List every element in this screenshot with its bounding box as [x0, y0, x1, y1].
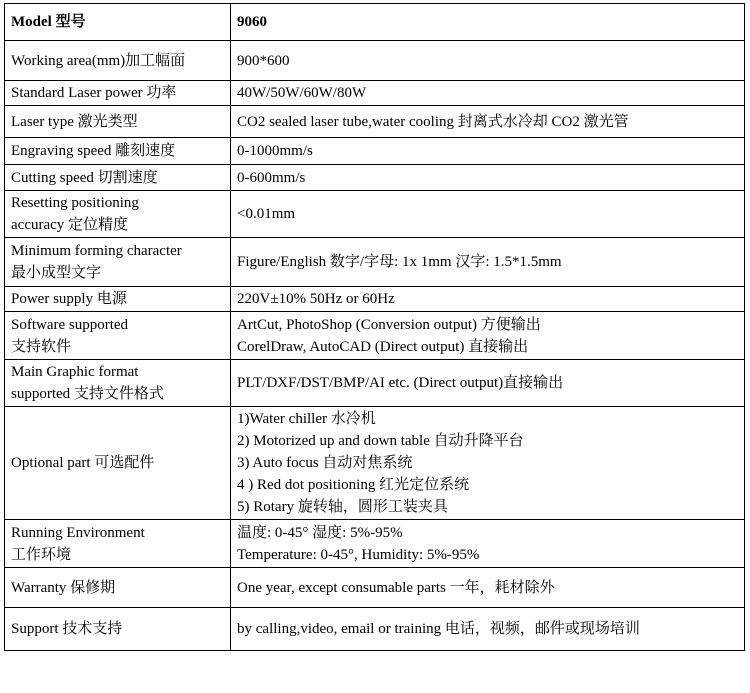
spec-value-cell — [231, 608, 745, 651]
spec-value: One year, except consumable parts 一年，耗材除外 — [237, 579, 555, 596]
spec-value: by calling,video, email or training 电话，视频，邮件或现场培训 — [237, 621, 640, 637]
spec-row — [5, 106, 745, 138]
spec-row — [5, 191, 745, 238]
spec-value: Figure/English 数字/字母: 1x 1mm 汉字: 1.5*1.5mm — [237, 254, 562, 270]
spec-value: ArtCut, PhotoShop (Conversion output) 方便输出 — [237, 316, 541, 333]
spec-value-cell — [231, 106, 745, 138]
spec-row — [5, 568, 745, 608]
spec-label-cell — [5, 165, 231, 191]
spec-value: 0-1000mm/s — [237, 143, 313, 159]
spec-row — [5, 407, 745, 520]
spec-row — [5, 520, 745, 568]
spec-label-cell — [5, 138, 231, 165]
spec-row — [5, 81, 745, 106]
spec-value: 900*600 — [237, 52, 290, 69]
spec-label: Resetting positioning — [11, 195, 139, 211]
spec-value: PLT/DXF/DST/BMP/AI etc. (Direct output)直接输出 — [237, 375, 564, 391]
spec-label-cell — [5, 81, 231, 106]
spec-label-cell — [5, 41, 231, 81]
spec-row — [5, 238, 745, 287]
spec-label: Support 技术支持 — [11, 621, 123, 637]
spec-value-cell — [231, 287, 745, 312]
spec-label: Model 型号 — [11, 14, 86, 30]
spec-row — [5, 360, 745, 407]
spec-label-cell — [5, 106, 231, 138]
spec-label-cell — [5, 238, 231, 287]
spec-label-cell — [5, 287, 231, 312]
spec-value: Temperature: 0-45°, Humidity: 5%-95% — [237, 546, 480, 563]
spec-label: Cutting speed 切割速度 — [11, 169, 158, 186]
spec-label-cell — [5, 407, 231, 520]
spec-value: 1)Water chiller 水冷机 — [237, 411, 376, 427]
spec-label: Power supply 电源 — [11, 291, 127, 307]
spec-label: Main Graphic format — [11, 364, 139, 380]
spec-value-cell — [231, 4, 745, 41]
spec-value-cell — [231, 520, 745, 568]
spec-value-cell — [231, 407, 745, 520]
spec-label-cell — [5, 360, 231, 407]
spec-label-cell — [5, 4, 231, 41]
spec-value-cell — [231, 81, 745, 106]
spec-value-cell — [231, 41, 745, 81]
spec-label: Minimum forming character — [11, 243, 182, 259]
spec-value: <0.01mm — [237, 206, 296, 222]
spec-label-cell — [5, 520, 231, 568]
spec-label: Optional part 可选配件 — [11, 455, 155, 471]
spec-label: Engraving speed 雕刻速度 — [11, 143, 176, 159]
spec-value: 4 ) Red dot positioning 红光定位系统 — [237, 477, 470, 493]
spec-label: Laser type 激光类型 — [11, 113, 138, 130]
spec-value: 220V±10% 50Hz or 60Hz — [237, 291, 395, 307]
spec-value-cell — [231, 191, 745, 238]
spec-value: 3) Auto focus 自动对焦系统 — [237, 455, 413, 471]
spec-value: 9060 — [237, 14, 267, 30]
spec-label-cell — [5, 312, 231, 360]
spec-row — [5, 41, 745, 81]
spec-value: CorelDraw, AutoCAD (Direct output) 直接输出 — [237, 338, 529, 355]
spec-label: 最小成型文字 — [11, 265, 102, 281]
spec-row — [5, 312, 745, 360]
spec-value-cell — [231, 312, 745, 360]
spec-label: supported 支持文件格式 — [11, 386, 164, 402]
spec-row — [5, 138, 745, 165]
spec-label-cell — [5, 191, 231, 238]
spec-label: Standard Laser power 功率 — [11, 85, 177, 101]
spec-value-cell — [231, 568, 745, 608]
spec-row — [5, 608, 745, 651]
spec-label: 工作环境 — [11, 546, 72, 563]
spec-value: 温度: 0-45° 湿度: 5%-95% — [237, 524, 403, 541]
spec-label: Software supported — [11, 316, 129, 333]
spec-label: Working area(mm)加工幅面 — [11, 52, 186, 69]
spec-label: 支持软件 — [11, 338, 72, 355]
spec-label: accuracy 定位精度 — [11, 217, 129, 233]
spec-row — [5, 287, 745, 312]
spec-value: 0-600mm/s — [237, 169, 306, 186]
spec-label: Warranty 保修期 — [11, 579, 116, 596]
spec-value-cell — [231, 165, 745, 191]
spec-value-cell — [231, 138, 745, 165]
spec-row — [5, 165, 745, 191]
spec-label-cell — [5, 568, 231, 608]
spec-value: 5) Rotary 旋转轴，圆形工装夹具 — [237, 499, 448, 515]
spec-value: 2) Motorized up and down table 自动升降平台 — [237, 433, 524, 449]
spec-value: CO2 sealed laser tube,water cooling 封离式水冷却 CO2 激光管 — [237, 113, 629, 130]
spec-label-cell — [5, 608, 231, 651]
spec-value-cell — [231, 238, 745, 287]
spec-row — [5, 4, 745, 41]
spec-value-cell — [231, 360, 745, 407]
specification-table — [4, 3, 745, 651]
spec-value: 40W/50W/60W/80W — [237, 85, 367, 101]
spec-label: Running Environment — [11, 524, 145, 541]
specification-table-body — [5, 4, 745, 651]
